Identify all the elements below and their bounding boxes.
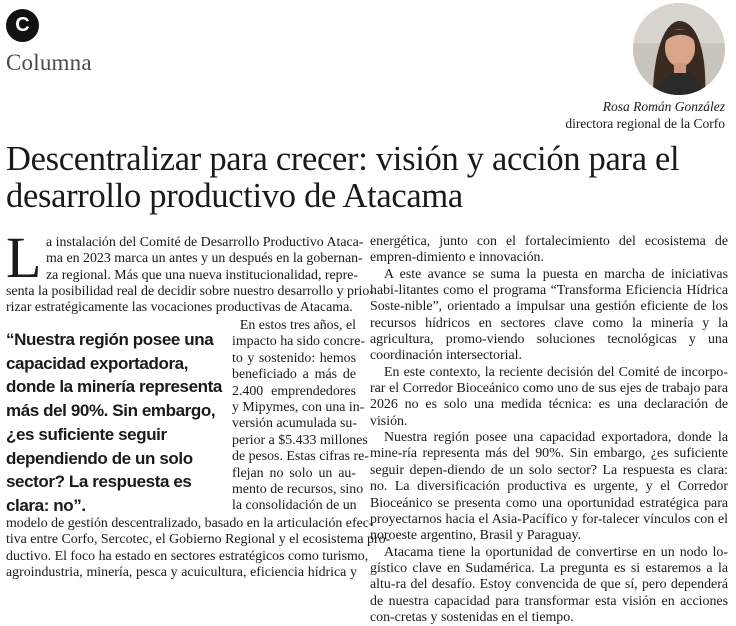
intro-line: senta la posibilidad real de decidir sobre nuestro desarrollo y prio- [6,284,374,299]
author-photo [633,3,725,95]
narrow-line: beneficiado a más de [232,367,356,383]
headline [6,141,731,215]
headline-line-2: desarrollo productivo de Atacama [6,177,463,215]
right-column [370,234,728,626]
narrow-line: de pesos. Estas cifras re- [232,449,369,465]
author-name: Rosa Román González [602,99,725,114]
pull-quote: “Nuestra región posee una capacidad exportadora, donde la minería representa más del 90%. Sin embargo, ¿es suficiente seguir dependiendo de un solo sector? La respuesta es clara: no”. [6,330,222,515]
narrow-line: perior a $5.433 millones [232,432,368,448]
intro-line: za regional. Más que una nueva institucionalidad, repre- [46,268,359,283]
intro-line: rizar estratégicamente las vocaciones productivas de Atacama. [6,300,353,315]
headline-line-1: Descentralizar para crecer: visión y acción para el [6,140,680,178]
narrow-line: to y sostenido: hemos [232,350,356,366]
wide-line: tiva entre Corfo, Sercotec, el Gobierno Regional y el ecosistema pro- [6,532,391,548]
paragraph: En este contexto, la reciente decisión del Comité de incorpo-rar el Corredor Bioceánico como uno de sus ejes de trabajo para 2026 no es solo una medida técnica: es una declaración de visión. [370,364,728,429]
author-portrait-image [633,3,725,95]
author-role: directora regional de la Corfo [565,116,725,131]
paragraph: energética, junto con el fortalecimiento del ecosistema de empren-dimiento e innovación. [370,234,728,266]
wide-line: ductivo. El foco ha estado en sectores estratégicos como turismo, [6,548,369,564]
narrow-line: impacto ha sido concre- [232,334,366,350]
wide-line: modelo de gestión descentralizado, basado en la articulación efec- [6,516,374,531]
paragraph: A este avance se suma la puesta en marcha de iniciativas habi-litantes como el programa “Transforma Eficiencia Hídrica Soste-nible”, orientado a impulsar una gestión eficiente de los recursos hídricos en sectores clave como la minería y la agricultura, promo-viendo soluciones tecnológicas y una coordinación intersectorial. [370,266,728,364]
narrow-line: la consolidación de un [232,498,357,514]
wide-line: agroindustria, minería, pesca y acuicultura, eficiencia hídrica y [6,565,357,581]
section-label: Columna [6,50,92,75]
narrow-line: y Mipymes, con una in- [232,400,365,415]
narrow-line: En estos tres años, el [239,318,356,333]
drop-cap: L [6,225,42,290]
intro-line: a instalación del Comité de Desarrollo Productivo Ataca- [46,235,364,250]
narrow-line: versión acumulada su- [232,416,357,432]
intro-line: ma en 2023 marca un antes y un después en la gobernan- [46,251,363,266]
narrow-line: 2.400 emprendedores [232,383,356,399]
paragraph: Nuestra región posee una capacidad exportadora, donde la mine-ría representa más del 90%. Sin embargo, ¿es suficiente seguir depen-diendo de un solo sector? La respuesta es clara: no. La diversificación productiva es urgente, y el Corredor Bioceánico se presenta como una oportunidad estratégica para proyectarnos hacia el Asia-Pacífico y for-talecer vínculos con el noroeste argentino, Brasil y Paraguay. [370,430,728,544]
paragraph: Atacama tiene la oportunidad de convertirse en un nodo lo-gístico clave en Sudamérica. La pregunta es si estaremos a la altu-ra del desafío. Estoy convencida de que sí, pero dependerá de nuestra capacidad para transformar esta visión en acciones con-cretas y sostenidas en el tiempo. [370,544,728,625]
narrow-line: mento de recursos, sino [232,482,364,497]
column-badge: C [6,9,39,42]
narrow-line: flejan no solo un au- [232,465,356,481]
